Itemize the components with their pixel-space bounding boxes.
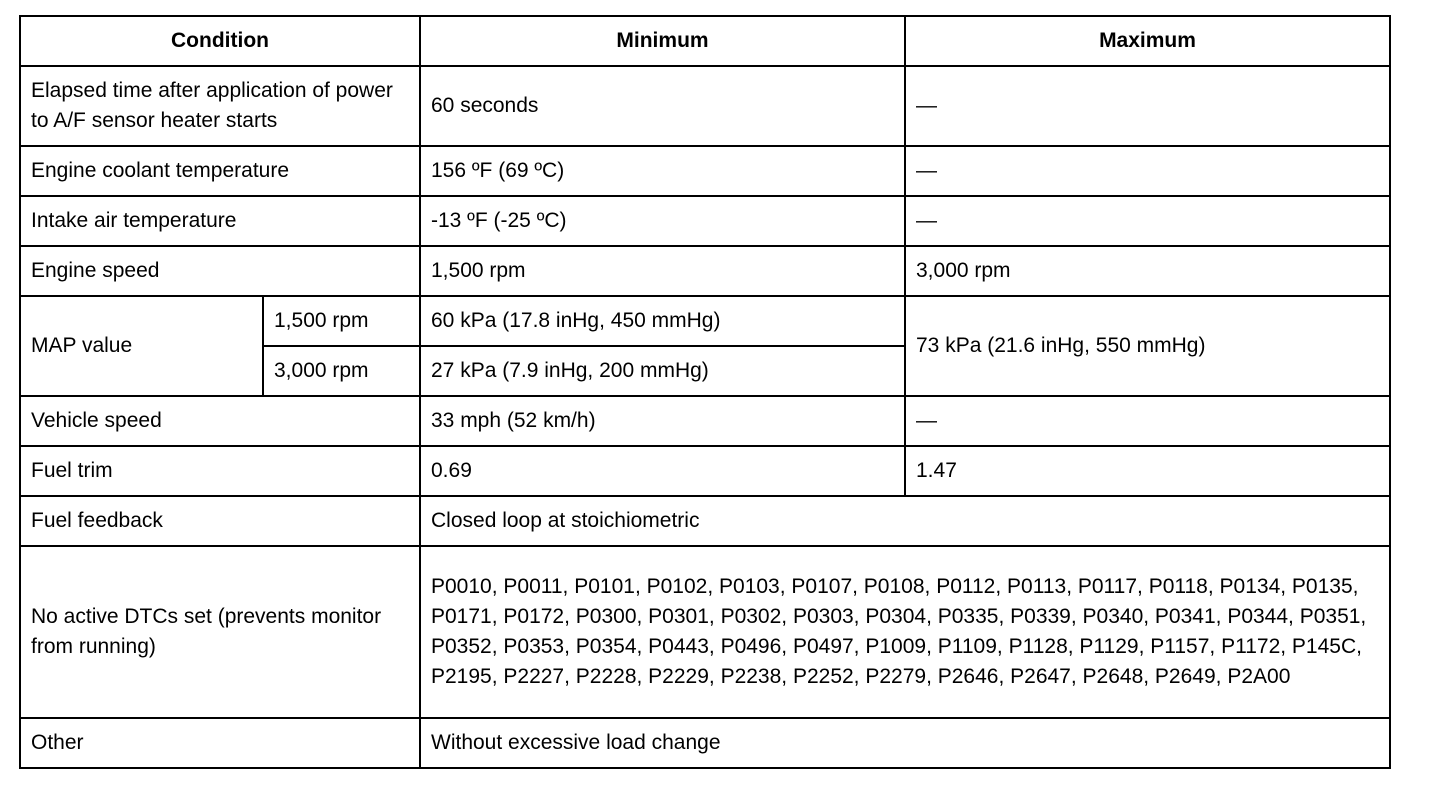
- condition-vehicle-speed: Vehicle speed: [20, 396, 420, 446]
- min-map-1500: 60 kPa (17.8 inHg, 450 mmHg): [420, 296, 905, 346]
- max-fuel-trim: 1.47: [905, 446, 1390, 496]
- map-sub-3000: 3,000 rpm: [263, 346, 420, 396]
- table-row: [20, 546, 1390, 718]
- header-condition: Condition: [20, 16, 420, 66]
- table-row: [20, 496, 1390, 546]
- table-row: [20, 296, 1390, 346]
- map-sub-1500: 1,500 rpm: [263, 296, 420, 346]
- table-row: [20, 146, 1390, 196]
- min-coolant-temp: 156 ºF (69 ºC): [420, 146, 905, 196]
- header-maximum: Maximum: [905, 16, 1390, 66]
- max-elapsed-time: —: [905, 66, 1390, 146]
- condition-elapsed-time: Elapsed time after application of power to A/F sensor heater starts: [20, 66, 420, 146]
- min-engine-speed: 1,500 rpm: [420, 246, 905, 296]
- min-intake-air-temp: -13 ºF (-25 ºC): [420, 196, 905, 246]
- max-vehicle-speed: —: [905, 396, 1390, 446]
- condition-intake-air-temp: Intake air temperature: [20, 196, 420, 246]
- condition-coolant-temp: Engine coolant temperature: [20, 146, 420, 196]
- value-dtc-list: P0010, P0011, P0101, P0102, P0103, P0107, P0108, P0112, P0113, P0117, P0118, P0134, P0135, P0171, P0172, P0300, P0301, P0302, P0303, P0304, P0335, P0339, P0340, P0341, P0344, P0351, P0352, P0353, P0354, P0443, P0496, P0497, P1009, P1109, P1128, P1129, P1157, P1172, P145C, P2195, P2227, P2228, P2229, P2238, P2252, P2279, P2646, P2647, P2648, P2649, P2A00: [420, 546, 1390, 718]
- header-minimum: Minimum: [420, 16, 905, 66]
- conditions-table: [19, 15, 1391, 769]
- table-row: [20, 196, 1390, 246]
- max-coolant-temp: —: [905, 146, 1390, 196]
- table-row: [20, 446, 1390, 496]
- min-fuel-trim: 0.69: [420, 446, 905, 496]
- max-intake-air-temp: —: [905, 196, 1390, 246]
- condition-fuel-trim: Fuel trim: [20, 446, 420, 496]
- table-row: [20, 246, 1390, 296]
- condition-engine-speed: Engine speed: [20, 246, 420, 296]
- condition-map-value: MAP value: [20, 296, 263, 396]
- min-vehicle-speed: 33 mph (52 km/h): [420, 396, 905, 446]
- value-fuel-feedback: Closed loop at stoichiometric: [420, 496, 1390, 546]
- condition-fuel-feedback: Fuel feedback: [20, 496, 420, 546]
- table-row: [20, 396, 1390, 446]
- table-row: [20, 66, 1390, 146]
- condition-other: Other: [20, 718, 420, 768]
- value-other: Without excessive load change: [420, 718, 1390, 768]
- table-row: [20, 718, 1390, 768]
- min-map-3000: 27 kPa (7.9 inHg, 200 mmHg): [420, 346, 905, 396]
- min-elapsed-time: 60 seconds: [420, 66, 905, 146]
- max-engine-speed: 3,000 rpm: [905, 246, 1390, 296]
- max-map-value: 73 kPa (21.6 inHg, 550 mmHg): [905, 296, 1390, 396]
- condition-no-active-dtcs: No active DTCs set (prevents monitor from running): [20, 546, 420, 718]
- header-row: [20, 16, 1390, 66]
